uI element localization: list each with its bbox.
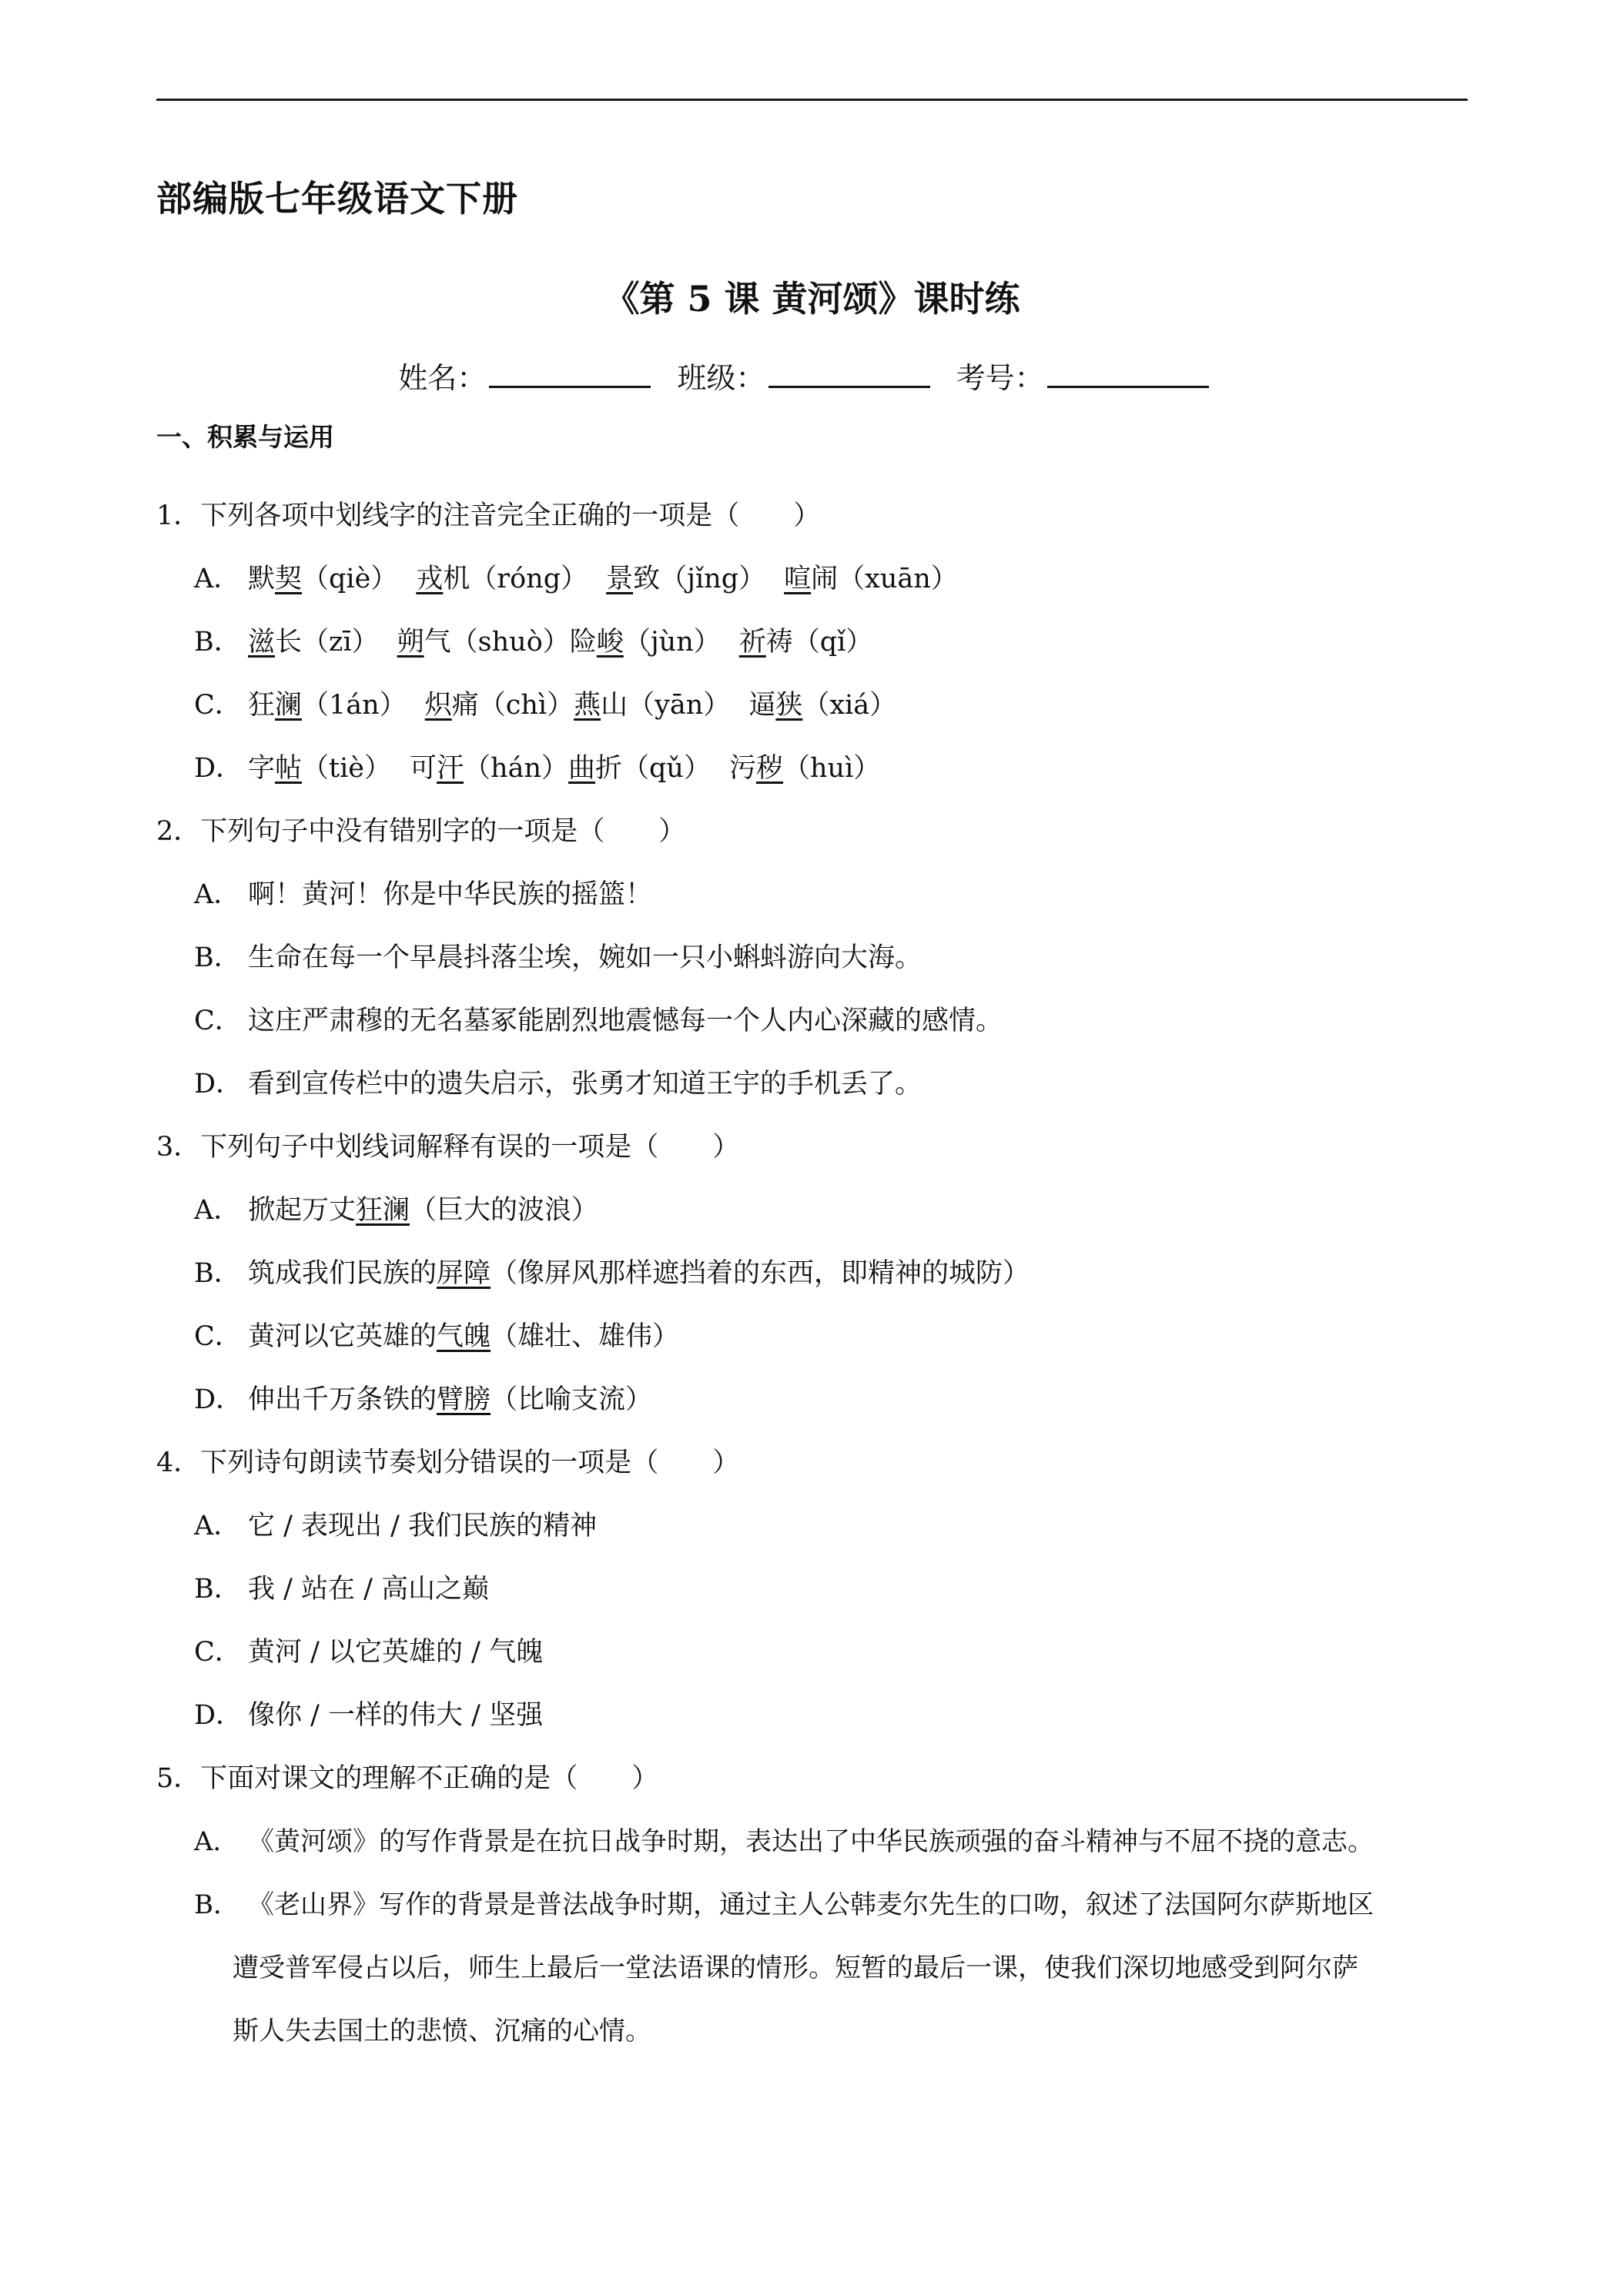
class-blank[interactable] [768,358,930,388]
question-4-option-c [194,1631,543,1669]
option-label: B． [194,1258,241,1289]
underlined-char: 喧 [784,564,812,594]
question-3-stem: 3．下列句子中划线词解释有误的一项是（ ） [156,1132,740,1163]
option-label: C． [194,1006,242,1036]
question-2-option-b [194,936,922,975]
exam-number-label: 考号： [956,361,1044,395]
question-3-option-a [194,1189,598,1227]
option-text: （像屏风那样遮挡着的东西，即精神的城防） [491,1258,1030,1289]
option-label: A． [194,1195,241,1226]
option-label: A． [194,1511,241,1541]
option-text: 狂 [248,690,276,721]
question-3-option-c [194,1315,679,1354]
underlined-char: 炽 [424,690,452,721]
option-text: 像你 / 一样的伟大 / 坚强 [248,1700,544,1731]
question-2-option-a [194,873,652,912]
option-text: 我 / 站在 / 高山之巅 [248,1574,490,1605]
question-1-option-c [194,684,896,722]
underlined-word: 狂澜 [356,1195,410,1226]
option-label: D． [194,1700,243,1731]
option-text: 筑成我们民族的 [248,1258,437,1289]
option-text: 污 [728,753,756,784]
underlined-char: 曲 [568,753,596,784]
section-heading: 一、积累与运用 [156,422,334,452]
option-text: （1án） [302,690,407,721]
question-1-stem: 1．下列各项中划线字的注音完全正确的一项是（ ） [156,500,821,531]
underlined-char: 祈 [738,627,766,658]
question-4-option-b [194,1568,489,1606]
option-text: 机（róng） [443,564,588,594]
option-text: （巨大的波浪） [410,1195,599,1226]
option-label: B． [194,627,241,658]
option-text: 黄河 / 以它英雄的 / 气魄 [248,1637,544,1668]
option-label: B． [194,1889,239,1920]
option-text: 伸出千万条铁的 [248,1384,437,1415]
option-text: （比喻支流） [491,1384,653,1415]
option-text: 祷（qǐ） [765,627,873,658]
underlined-word: 气魄 [437,1321,491,1352]
option-text: 痛（chì） [451,690,574,721]
question-1-option-a [194,557,958,596]
question-4-option-d [194,1694,543,1732]
question-3-option-d [194,1378,652,1417]
option-text: 它 / 表现出 / 我们民族的精神 [248,1511,598,1541]
question-4-option-a [194,1504,597,1543]
underlined-char: 峻 [596,627,624,658]
option-label: D． [194,753,243,784]
question-5-stem: 5．下面对课文的理解不正确的是（ ） [156,1763,659,1794]
underlined-char: 戎 [416,564,444,594]
option-text: 可 [410,753,437,784]
underlined-char: 汗 [437,753,464,784]
option-text: 致（jǐng） [633,564,766,594]
option-text: 生命在每一个早晨抖落尘埃，婉如一只小蝌蚪游向大海。 [248,942,922,973]
underlined-char: 帖 [275,753,303,784]
option-text: 字 [248,753,276,784]
name-blank[interactable] [489,358,651,388]
option-text: （jùn） [623,627,721,658]
underlined-char: 狭 [775,690,803,721]
question-5-option-b-line-3: 斯人失去国土的悲愤、沉痛的心情。 [233,2016,651,2047]
textbook-series: 部编版七年级语文下册 [156,178,518,219]
option-text: （tiè） [302,753,392,784]
page-title: 《第 5 课 黄河颂》课时练 [604,278,1020,320]
option-text: 啊！黄河！你是中华民族的摇篮！ [248,879,653,910]
underlined-char: 秽 [755,753,783,784]
option-text: 《黄河颂》的写作背景是在抗日战争时期，表达出了中华民族顽强的奋斗精神与不屈不挠的意志。 [248,1826,1374,1857]
question-5-option-b-line-1 [194,1883,1374,1921]
option-text: （hán） [464,753,568,784]
option-label: B． [194,942,241,973]
option-text: 长（zī） [275,627,379,658]
top-rule [156,99,1468,101]
option-text: 掀起万丈 [248,1195,357,1226]
option-label: C． [194,690,242,721]
option-text: 逼 [748,690,776,721]
option-label: C． [194,1637,242,1668]
name-label: 姓名： [398,361,487,395]
question-4-stem: 4．下列诗句朗读节奏划分错误的一项是（ ） [156,1448,740,1478]
option-text: 这庄严肃穆的无名墓冢能剧烈地震憾每一个人内心深藏的感情。 [248,1006,1003,1036]
option-text: 山（yān） [601,690,731,721]
underlined-char: 滋 [248,627,276,658]
option-text: （qiè） [302,564,398,594]
underlined-char: 朔 [397,627,424,658]
option-label: A． [194,879,241,910]
option-text: 折（qǔ） [595,753,711,784]
student-info-row [0,354,1624,397]
option-text: 《老山界》写作的背景是普法战争时期，通过主人公韩麦尔先生的口吻，叙述了法国阿尔萨斯地区 [248,1889,1374,1920]
exam-number-blank[interactable] [1047,358,1209,388]
underlined-char: 燕 [574,690,601,721]
option-text: （xiá） [802,690,897,721]
question-2-option-c [194,999,1003,1038]
option-label: C． [194,1321,242,1352]
question-5-option-b-line-2: 遭受普军侵占以后，师生上最后一堂法语课的情形。短暂的最后一课，使我们深切地感受到阿尔萨 [233,1953,1358,1983]
option-label: B． [194,1574,241,1605]
question-2-stem: 2．下列句子中没有错别字的一项是（ ） [156,816,686,847]
option-text: 看到宣传栏中的遗失启示，张勇才知道王宇的手机丢了。 [248,1069,922,1099]
option-label: A． [194,564,241,594]
option-text: （huì） [783,753,881,784]
question-3-option-b [194,1252,1030,1290]
option-text: 闹（xuān） [811,564,958,594]
underlined-char: 契 [275,564,303,594]
option-label: D． [194,1069,243,1099]
question-2-option-d [194,1063,922,1101]
option-label: D． [194,1384,243,1415]
underlined-word: 臂膀 [437,1384,491,1415]
question-1-option-d [194,747,880,785]
underlined-word: 屏障 [437,1258,491,1289]
option-text: 黄河以它英雄的 [248,1321,437,1352]
underlined-char: 景 [606,564,634,594]
option-text: 气（shuò）险 [424,627,597,658]
question-1-option-b [194,621,872,659]
class-label: 班级： [677,361,765,395]
option-text: 默 [248,564,276,594]
option-text: （雄壮、雄伟） [491,1321,680,1352]
question-5-option-a [194,1820,1374,1858]
underlined-char: 澜 [275,690,303,721]
option-label: A． [194,1826,239,1857]
